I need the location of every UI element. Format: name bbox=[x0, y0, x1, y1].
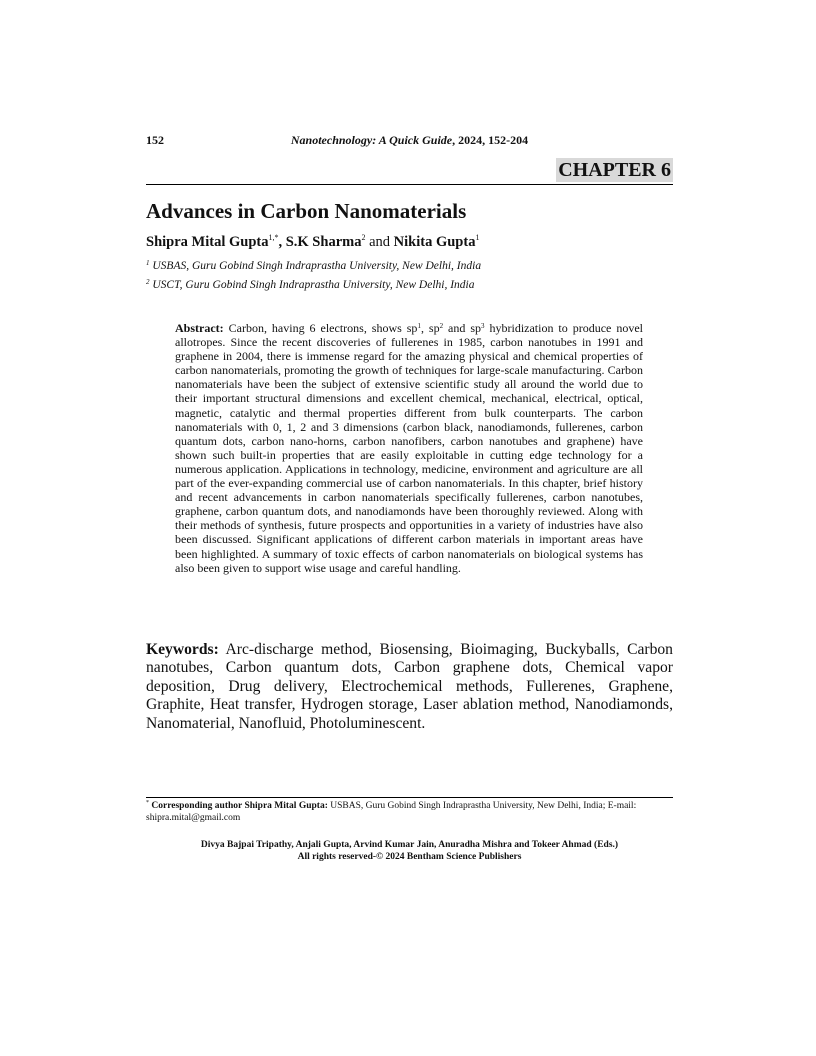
chapter-label: CHAPTER 6 bbox=[558, 159, 671, 181]
footnote bbox=[146, 800, 673, 824]
affiliation-text: USCT, Guru Gobind Singh Indraprastha University, New Delhi, India bbox=[152, 279, 475, 291]
abstract-intro: , sp bbox=[420, 321, 440, 335]
abstract bbox=[175, 321, 643, 575]
superscript: 2 bbox=[439, 322, 444, 330]
author-and: and bbox=[365, 234, 394, 250]
affiliation-mark: 2 bbox=[146, 278, 150, 286]
copyright-line: All rights reserved-© 2024 Bentham Science Publishers bbox=[297, 852, 522, 862]
footnote-rule bbox=[146, 797, 673, 798]
author-separator: , bbox=[278, 234, 286, 250]
author-affiliation-mark: 1,* bbox=[268, 233, 279, 242]
chapter-header bbox=[146, 158, 673, 185]
author-name: Nikita Gupta bbox=[393, 234, 476, 250]
author-affiliation-mark: 1 bbox=[475, 233, 480, 242]
author-name: Shipra Mital Gupta bbox=[146, 234, 269, 250]
abstract-body: hybridization to produce novel allotropes. Since the recent discoveries of fullerenes in 1985, carbon nanotubes in 1991 and graphene in 2004, there is immense regard for the amazing physical and chemical properties of carbon nanomaterials, promoting the growth of techniques for large-scale manufacturing. Carbon nanomaterials have been the subject of extensive scientific study all around the world due to their important structural dimensions and excellent chemical, mechanical, electrical, optical, magnetic, catalytic and thermal properties different from bulk counterparts. The carbon nanomaterials with 0, 1, 2 and 3 dimensions (carbon black, nanodiamonds, fullerenes, carbon quantum dots, carbon nano-horns, carbon nanofibers, carbon nanotubes and graphene) have shown such built-in properties that are easily exploitable in cutting edge technology for a numerous application. Applications in technology, medicine, environment and agriculture are all part of the ever-expanding commercial use of carbon nanomaterials. In this chapter, brief history and recent advancements in carbon nanomaterials specifically fullerenes, carbon nanotubes, graphene, carbon quantum dots, and nanodiamonds have been thoroughly reviewed. Along with their methods of synthesis, future prospects and opportunities in a variety of industries have also been discussed. Significant applications of different carbon materials in important areas have been highlighted. A summary of toxic effects of carbon nanomaterials on biological systems has also been given to support wise usage and careful handling. bbox=[175, 321, 644, 575]
affiliation-text: USBAS, Guru Gobind Singh Indraprastha University, New Delhi, India bbox=[152, 260, 482, 272]
keywords bbox=[146, 641, 673, 733]
superscript: 1 bbox=[417, 322, 421, 330]
keywords-label: Keywords: bbox=[146, 641, 219, 658]
affiliation-mark: 1 bbox=[146, 259, 150, 267]
affiliation bbox=[146, 260, 481, 272]
journal-volume-pages: , 2024, 152-204 bbox=[452, 133, 529, 147]
journal-citation bbox=[146, 133, 673, 148]
footnote-label: Corresponding author Shipra Mital Gupta: bbox=[151, 801, 328, 811]
keywords-text: Arc-discharge method, Biosensing, Bioimaging, Buckyballs, Carbon nanotubes, Carbon quantum dots, Carbon graphene dots, Chemical vapor deposition, Drug delivery, Electrochemical methods, Fullerenes, Graphene, Graphite, Heat transfer, Hydrogen storage, Laser ablation method, Nanodiamonds, Nanomaterial, Nanofluid, Photoluminescent. bbox=[146, 641, 673, 732]
editors-line: Divya Bajpai Tripathy, Anjali Gupta, Arvind Kumar Jain, Anuradha Mishra and Tokeer Ahmad (Eds.) bbox=[200, 840, 619, 850]
page-number: 152 bbox=[146, 133, 164, 147]
footnote-text: USBAS, Guru Gobind Singh Indraprastha University, New Delhi, India; E-mail: shipra.mital@gmail.com bbox=[146, 801, 637, 823]
footnote-mark: * bbox=[146, 800, 149, 806]
author-name: S.K Sharma bbox=[285, 234, 362, 250]
abstract-intro: and sp bbox=[443, 321, 482, 335]
superscript: 3 bbox=[481, 322, 485, 330]
chapter-title: Advances in Carbon Nanomaterials bbox=[146, 199, 467, 223]
author-affiliation-mark: 2 bbox=[361, 233, 366, 242]
abstract-label: Abstract: bbox=[175, 321, 224, 335]
journal-title: Nanotechnology: A Quick Guide bbox=[290, 133, 453, 147]
abstract-intro: Carbon, having 6 electrons, shows sp bbox=[228, 321, 418, 335]
author-list bbox=[146, 234, 479, 251]
affiliation bbox=[146, 279, 474, 291]
editors-block bbox=[146, 839, 673, 863]
